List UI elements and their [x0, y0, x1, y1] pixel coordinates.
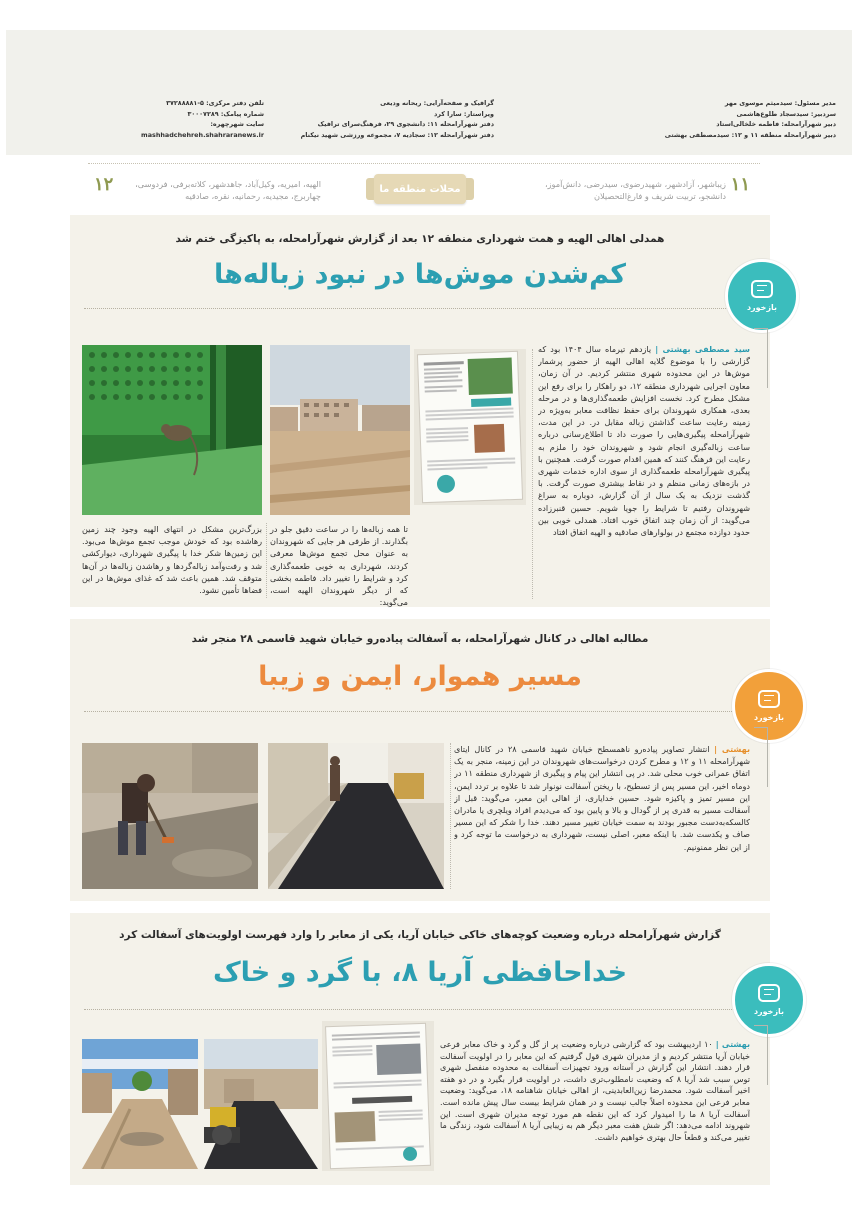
regions-divider: [88, 163, 760, 164]
masthead-line: ویراستار: سارا کرد: [433, 109, 494, 118]
empty-lot-photo: [270, 345, 410, 515]
rat-on-bin-photo: [82, 345, 262, 515]
article-body-column: بزرگ‌ترین مشکل در انتهای الهیه وجود چند زمین رهاشده بود که خودش موجب تجمع موش‌ها می‌بود. این زمین‌ها شکر خدا با پیگیری شهرداری، دیوارکشی شد و رفت‌وآمد زباله‌گردها و رهاشدن زباله‌ها در آن‌ها متوقف شد. همین باعث شد که غذای موش‌ها در این فضاها تأمین نشود.: [82, 524, 262, 596]
article-headline: خداحافظی آریا ۸، با گرد و خاک: [212, 957, 628, 988]
dirt-alley-photo: [82, 1039, 198, 1169]
article-rats: [70, 215, 778, 608]
website-link[interactable]: mashhadchehreh.shahraranews.ir: [141, 130, 264, 139]
article-text: ۱۰ اردیبهشت بود که گزارشی درباره وضعیت پر از گل و گرد و خاک معابر فرعی خیابان آریا منتشر کردیم و از مدیران شهری قول گرفتیم که این معابر را در اولویت آسفالت قرار دهند. انتشار این گزارش در آستانه ورود تجهیزات آسفالت به محدوده منفصل شهری توس سبب شد آریا ۸ که وضعیت نامطلوب‌تری داشت، در اولویت قرار بگیرد و در دو هفته اخیر آسفالت شود. محمدرضا زین‌العابدینی، از اهالی خیابان شاهنامه ۱۸، می‌گوید: وضعیت معابر فرعی این محدوده اصلاً جالب نیست و در همان شرایط بیست سال پیش مانده است. آسفالت آریا ۸ ما را امیدوار کرد که این نقطه هم مورد توجه مدیران شهری است. این شهروند ادامه می‌دهد: اگر شش هفت معبر دیگر هم به زیبایی آریا ۸ آسفالت شود، زندگی ما تغییر می‌کند و قطعاً حال بهتری خواهیم داشت.: [440, 1039, 750, 1142]
masthead-office-column: [301, 98, 494, 140]
masthead-line: گرافیک و صفحه‌آرایی: ریحانه ودیعی: [380, 99, 494, 107]
article-headline: مسیر هموار، ایمن و زیبا: [258, 661, 582, 692]
new-asphalt-sidewalk-photo: [268, 743, 444, 889]
region-number-right: ۱۱: [730, 174, 750, 195]
divider: [84, 1009, 756, 1010]
region-number-left: ۱۲: [94, 174, 114, 195]
article-body: [538, 343, 750, 598]
badge-label: بازخورد: [746, 303, 778, 312]
text-bracket: [754, 328, 768, 388]
masthead-line: دفتر شهرآرامحله ۱۱: دانشجوی ۲۹، فرهنگ‌سرای ترافیک: [317, 120, 494, 128]
column-divider: [450, 743, 451, 889]
masthead-line: سردبیر: سیدسجاد طلوع‌هاشمی: [736, 109, 836, 118]
masthead-line: دبیر شهرآرامحله: فاطمه خلخالی‌استاد: [716, 120, 836, 128]
divider: [84, 308, 756, 309]
masthead-line: دفتر شهرآرامحله ۱۲: سجادیه ۷، مجموعه ورزشی شهید نیکنام: [300, 130, 494, 139]
article-sidewalk: [70, 619, 785, 901]
masthead-line: مدیر مسئول: سیدمیثم موسوی مهر: [724, 99, 836, 107]
worker-leveling-photo: [82, 743, 258, 889]
column-divider: [532, 349, 533, 599]
newspaper-clipping-photo: [322, 1021, 434, 1171]
feedback-badge: [732, 669, 806, 743]
masthead-line: شماره پیامک: ۳۰۰۰۷۲۸۹: [187, 109, 264, 118]
chat-icon: [758, 984, 780, 1002]
roller-paving-photo: [204, 1039, 318, 1169]
masthead: [6, 30, 852, 155]
article-headline: کم‌شدن موش‌ها در نبود زباله‌ها: [214, 259, 626, 290]
badge-label: بازخورد: [753, 713, 785, 722]
chat-icon: [751, 280, 773, 298]
regions-bar: [88, 162, 760, 208]
region-neighborhoods-left: الهیه، امیریه، وکیل‌آباد، جاهدشهر، کلاته‌برفی، فردوسی، چهاربرج، مجیدیه، رحمانیه، نقره، صادقیه: [135, 179, 321, 201]
article-arya: [70, 913, 785, 1185]
masthead-contact-column: [141, 98, 264, 140]
badge-label: بازخورد: [753, 1007, 785, 1016]
masthead-staff-column: [665, 98, 836, 140]
author-byline: بهشتی |: [715, 1039, 750, 1049]
divider: [84, 711, 756, 712]
article-body-column: تا همه زباله‌ها را در ساعت دقیق جلو در بگذارند. از طرفی هر جایی که شهروندان به عنوان محل تجمع موش‌ها معرفی کردند، شهرداری به خوبی طعمه‌گذاری کرد و شرایط را تغییر داد. فاطمه بخشی که از دیگر شهروندان الهیه است، می‌گوید:: [270, 524, 408, 608]
author-byline: بهشتی |: [714, 744, 750, 754]
article-text: یازدهم تیرماه سال ۱۴۰۴ بود که گزارشی را با موضوع گلایه اهالی الهیه از حضور پرشمار موش‌ها در این محدوده شهری منتشر کردیم. در آن زمان، معاون اجرایی شهرداری منطقه ۱۲، دو راهکار را برای رفع این مشکل مطرح کرد. نخست افزایش طعمه‌گذاری‌ها و در مرحله بعدی، همکاری شهروندان برای حفظ نظافت معابر به‌ویژه در زمینه رعایت ساعت گذاشتن زباله مقابل در. در این مدت، شهرآرامحله پیگیری‌هایی را صورت داد تا اطلاع‌رسانی درباره ساعت زباله‌گیری انجام شود و شهروندان خود را ملزم به رعایت این فرهنگ کنند که همین اقدام صورت گرفت. همچنین با پیگیری شهرآرامحله طعمه‌گذاری از سوی اداره خدمات شهری در بازه‌های زمانی منظم و در نقاط بیشتری صورت گرفت. با گذشت نزدیک به یک سال از آن گزارش، دوباره به سراغ شهروندان رفتیم تا شرایط را جویا شویم. حسین قنبرزاده می‌گوید: از آن زمان چند اتفاق خوب افتاد. همدلی خوبی بین حدود دوازده مجتمع در بولوارهای صادقیه و الهیه اتفاق افتاد: [538, 344, 750, 538]
article-body: [454, 743, 750, 889]
feedback-badge: [732, 963, 806, 1037]
article-kicker: گزارش شهرآرامحله درباره وضعیت کوچه‌های خاکی خیابان آریا، یکی از معابر را وارد فهرست اولویت‌های آسفالت کرد: [119, 929, 721, 941]
article-kicker: مطالبه اهالی در کانال شهرآرامحله، به آسفالت پیاده‌رو خیابان شهید قاسمی ۲۸ منجر شد: [191, 633, 649, 645]
masthead-line: سایت شهرچهره:: [210, 120, 264, 128]
text-bracket: [754, 727, 768, 787]
chat-icon: [758, 690, 780, 708]
text-bracket: [754, 1025, 768, 1085]
author-byline: سید مصطفی بهشتی |: [655, 344, 750, 354]
masthead-line: تلفن دفتر مرکزی: ۵-۳۷۲۸۸۸۸۱: [166, 99, 264, 107]
article-text: انتشار تصاویر پیاده‌رو ناهمسطح خیابان شهید قاسمی ۲۸ در کانال ایتای شهرآرامحله ۱۱ و ۱۲ و مطرح کردن درخواست‌های شهروندان در این زمینه، منجر به یک اتفاق عمرانی خوب محلی شد. در پی انتشار این پیام و پیگیری از شهرداری منطقه ۱۱ در دوماه اخیر، این مسیر پس از تسطیح، با ریختن آسفالت نونوار شد تا علاوه بر تردد ایمن، این مسیر تمیز و پاکیزه شود. حسین خدایاری، از اهالی این معبر، می‌گوید: قبل از آسفالت مسیر به قدری پر از گودال و بالا و پایین بود که می‌دیدم افراد ویلچری یا مادران کالسکه‌به‌دست مجبور بودند به سمت خیابان تغییر مسیر دهند. خدا را شکر که این مسیر صاف و یکدست شد. با اینکه معبر، اصلی نیست، شهرداری به درخواست ما توجه کرد و از این نظر ممنونیم.: [454, 744, 750, 852]
column-divider: [266, 523, 267, 598]
feedback-badge: [725, 259, 799, 333]
section-tab: محلات منطقه ما: [374, 174, 466, 204]
article-kicker: همدلی اهالی الهیه و همت شهرداری منطقه ۱۲ بعد از گزارش شهرآرامحله، به پاکیزگی ختم شد: [175, 233, 665, 245]
masthead-line: دبیر شهرآرامحله منطقه ۱۱ و ۱۲: سیدمصطفی بهشتی: [664, 130, 836, 139]
region-neighborhoods-right: زیباشهر، آزادشهر، شهیدرضوی، سیدرضی، دانش‌آموز، دانشجو، تربیت شریف و فارغ‌التحصیلان: [544, 179, 726, 201]
newspaper-clipping-photo: [414, 349, 526, 505]
article-body: [440, 1039, 750, 1179]
